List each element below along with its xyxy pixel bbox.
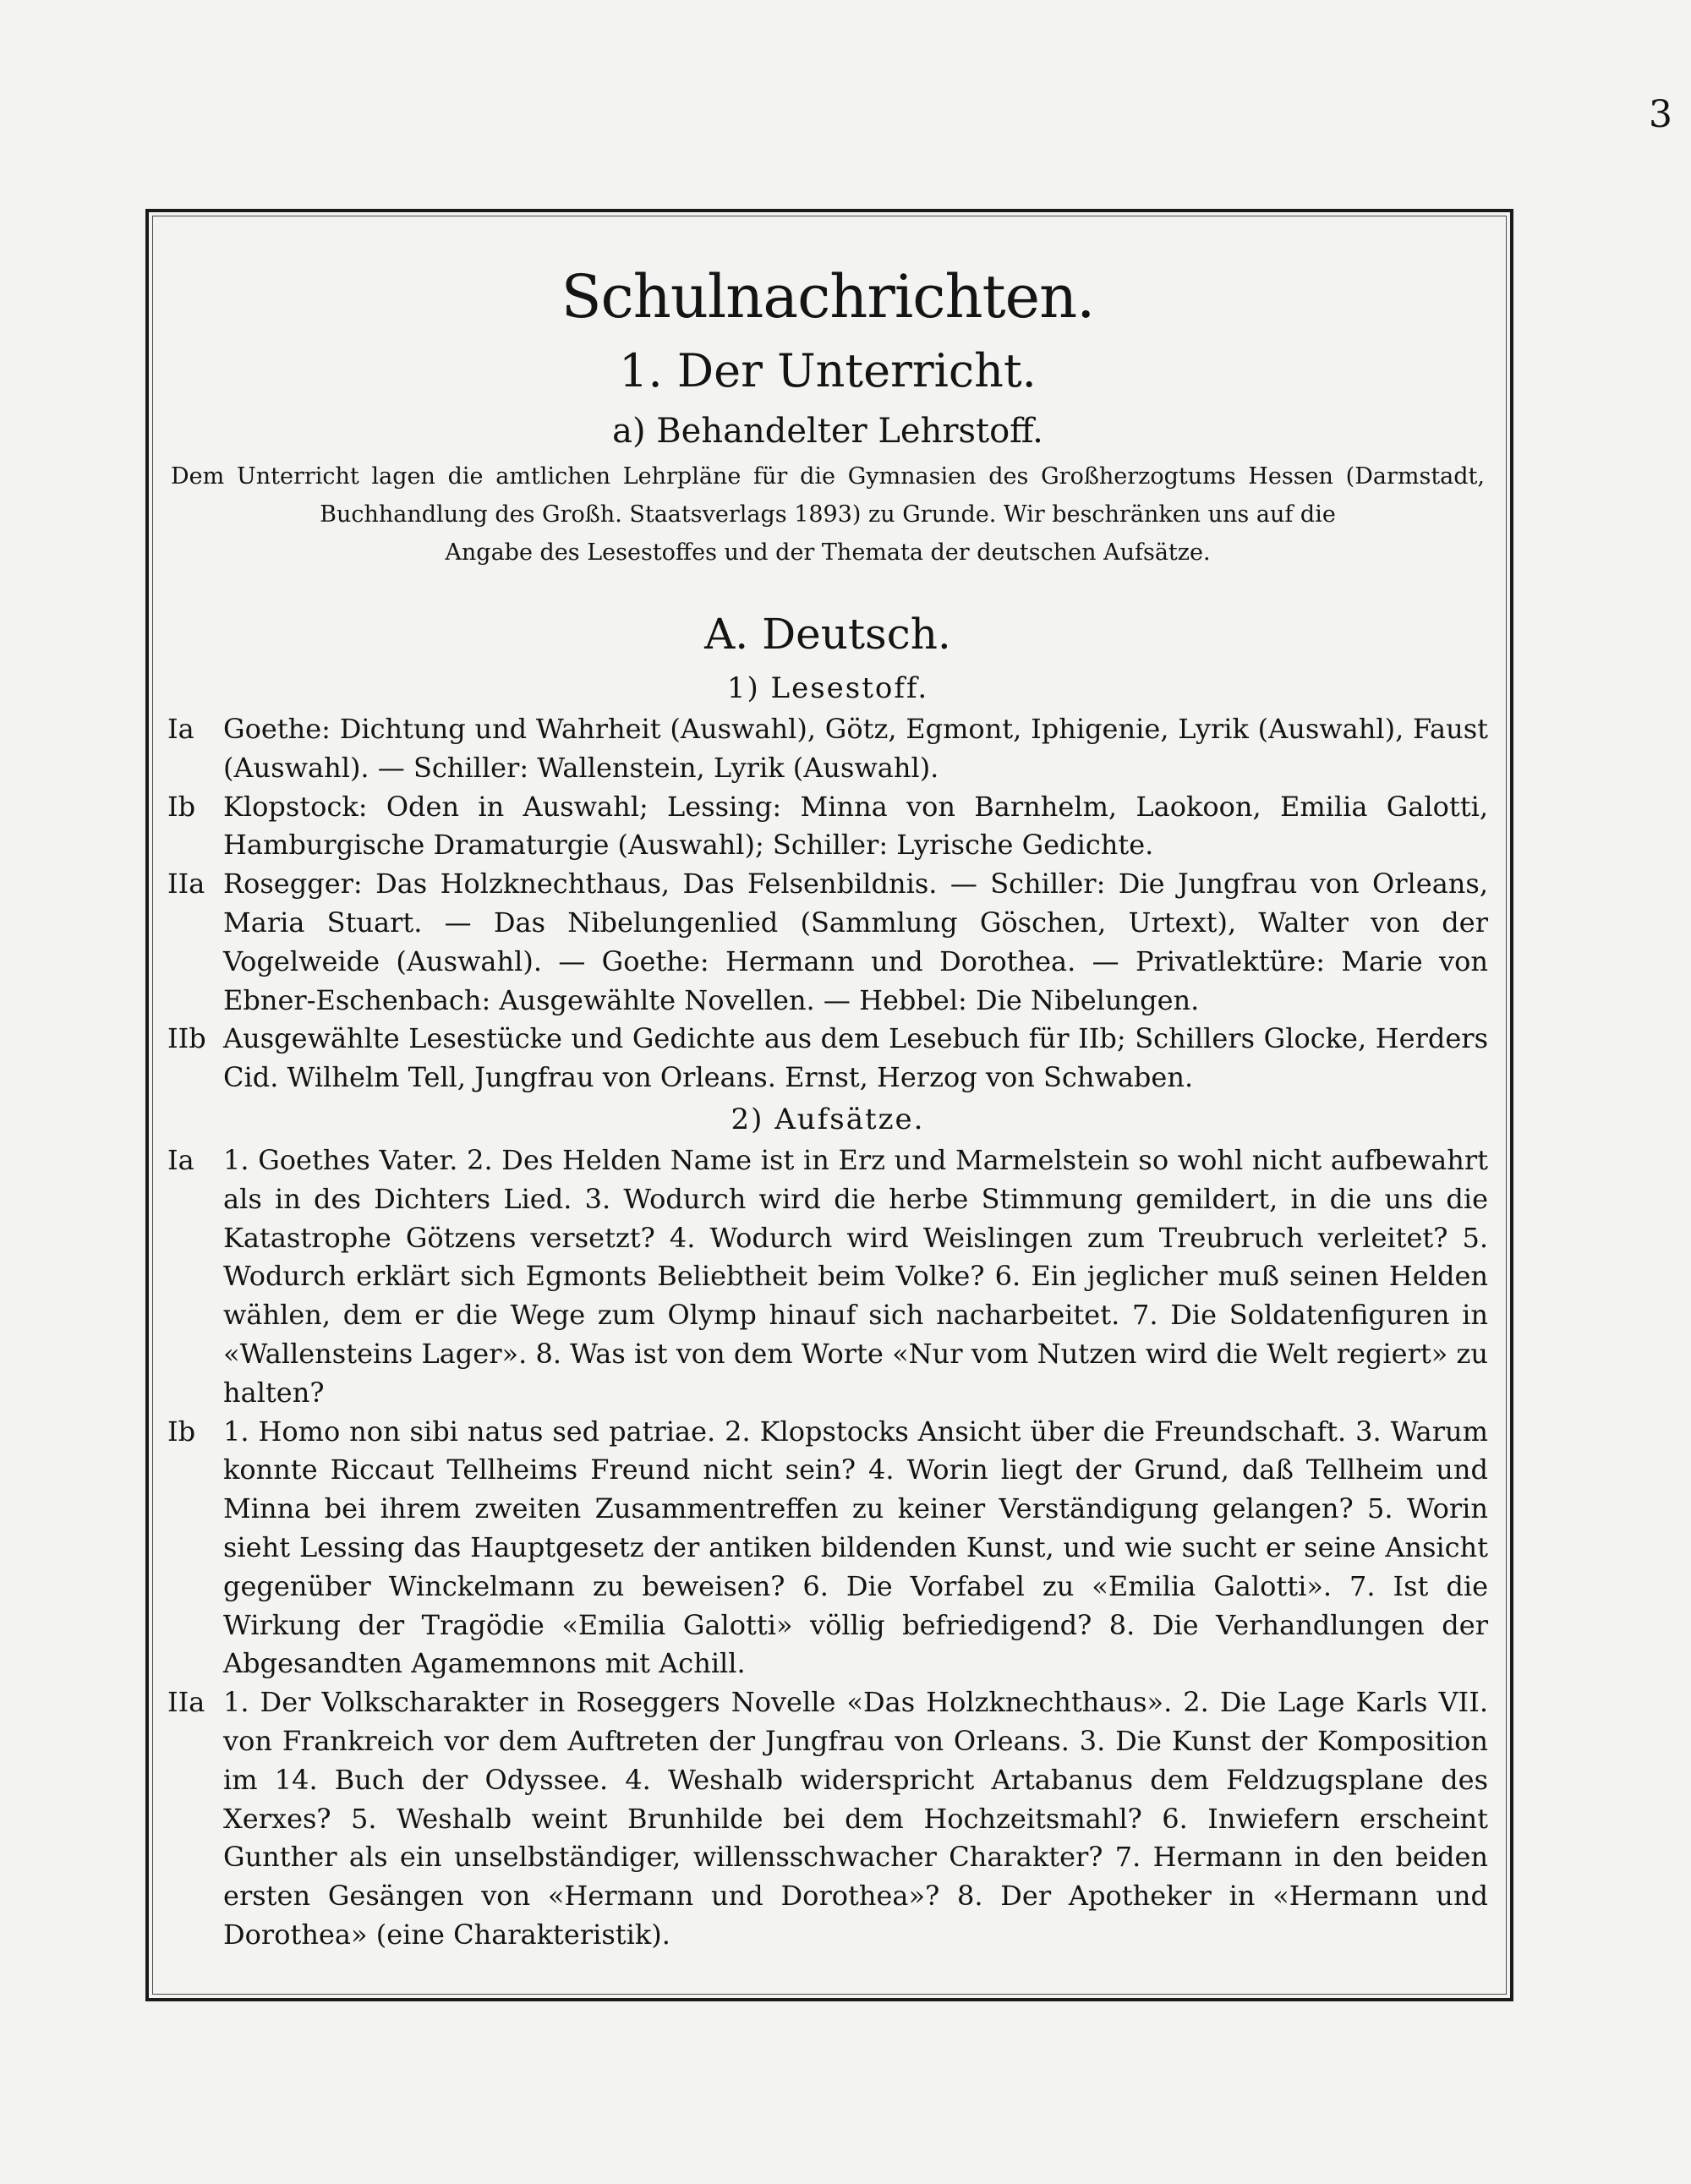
class-label: IIb	[167, 1022, 206, 1055]
class-label: Ia	[167, 1143, 194, 1176]
entry-text: Goethe: Dichtung und Wahrheit (Auswahl), Götz, Egmont, Iphigenie, Lyrik (Auswahl), Faust (Auswahl). — Schiller: Wallenstein, Lyrik (Auswahl).	[223, 713, 1488, 784]
class-label: Ib	[167, 1415, 196, 1448]
lesestoff-entry-iib	[167, 1020, 1488, 1097]
class-label: Ia	[167, 713, 194, 745]
intro-line-1: Dem Unterricht lagen die amtlichen Lehrpläne für die Gymnasien des Großherzogtums Hessen (Darmstadt,	[171, 463, 1485, 490]
main-title: Schulnachrichten.	[561, 262, 1095, 331]
section-title: 1. Der Unterricht.	[619, 344, 1037, 397]
content-area	[167, 256, 1488, 1955]
intro-paragraph	[167, 457, 1488, 572]
lesestoff-entry-ia	[167, 710, 1488, 788]
entry-text: 1. Homo non sibi natus sed patriae. 2. Klopstocks Ansicht über die Freundschaft. 3. Warum konnte Riccaut Tellheims Freund nicht sein? 4. Worin liegt der Grund, daß Tellheim und Minna bei ihrem zweiten Zusammentreffen zu keiner Verständigung gelangen? 5. Worin sieht Lessing das Hauptgesetz der antiken bildenden Kunst, und wie sucht er seine Ansicht gegenüber Winckelmann zu beweisen? 6. Die Vorfabel zu «Emilia Galotti». 7. Ist die Wirkung der Tragödie «Emilia Galotti» völlig befriedigend? 8. Die Verhandlungen der Abgesandten Agamemnons mit Achill.	[223, 1415, 1488, 1680]
aufsaetze-entry-iia	[167, 1683, 1488, 1955]
subsection-title: a) Behandelter Lehrstoff.	[612, 412, 1043, 451]
class-label: Ib	[167, 790, 196, 823]
lesestoff-heading: 1) Lesestoff.	[726, 671, 929, 705]
aufsaetze-entry-ia	[167, 1141, 1488, 1413]
aufsaetze-heading: 2) Aufsätze.	[731, 1102, 925, 1136]
entry-text: Rosegger: Das Holzknechthaus, Das Felsenbildnis. — Schiller: Die Jungfrau von Orleans, Maria Stuart. — Das Nibelungenlied (Sammlung Göschen, Urtext), Walter von der Vogelweide (Auswahl). — Goethe: Hermann und Dorothea. — Privatlektüre: Marie von Ebner-Eschenbach: Ausgewählte Novellen. — Hebbel: Die Nibelungen.	[223, 868, 1488, 1016]
entry-text: Klopstock: Oden in Auswahl; Lessing: Minna von Barnhelm, Laokoon, Emilia Galotti, Hamburgische Dramaturgie (Auswahl); Schiller: Lyrische Gedichte.	[223, 790, 1488, 862]
intro-line-2: Buchhandlung des Großh. Staatsverlags 1893) zu Grunde. Wir beschränken uns auf die	[320, 501, 1336, 528]
class-label: IIa	[167, 1686, 205, 1719]
content-frame	[145, 209, 1513, 2001]
lesestoff-entry-ib	[167, 788, 1488, 866]
class-label: IIa	[167, 868, 205, 900]
intro-line-3: Angabe des Lesestoffes und der Themata der deutschen Aufsätze.	[445, 539, 1211, 566]
entry-text: Ausgewählte Lesestücke und Gedichte aus dem Lesebuch für IIb; Schillers Glocke, Herders Cid. Wilhelm Tell, Jungfrau von Orleans. Ernst, Herzog von Schwaben.	[223, 1022, 1488, 1094]
page-number: 3	[1649, 93, 1672, 136]
aufsaetze-entry-ib	[167, 1413, 1488, 1684]
entry-text: 1. Goethes Vater. 2. Des Helden Name ist in Erz und Marmelstein so wohl nicht aufbewahrt als in des Dichters Lied. 3. Wodurch wird die herbe Stimmung gemildert, in die uns die Katastrophe Götzens versetzt? 4. Wodurch wird Weislingen zum Treubruch verleitet? 5. Wodurch erklärt sich Egmonts Beliebtheit beim Volke? 6. Ein jeglicher muß seinen Helden wählen, dem er die Wege zum Olymp hinauf sich nacharbeitet. 7. Die Soldatenfiguren in «Wallensteins Lager». 8. Was ist von dem Worte «Nur vom Nutzen wird die Welt regiert» zu halten?	[223, 1143, 1488, 1409]
deutsch-title: A. Deutsch.	[704, 610, 951, 659]
lesestoff-entry-iia	[167, 865, 1488, 1020]
entry-text: 1. Der Volkscharakter in Roseggers Novelle «Das Holzknechthaus». 2. Die Lage Karls VII. von Frankreich vor dem Auftreten der Jungfrau von Orleans. 3. Die Kunst der Komposition im 14. Buch der Odyssee. 4. Weshalb widerspricht Artabanus dem Feldzugsplane des Xerxes? 5. Weshalb weint Brunhilde bei dem Hochzeitsmahl? 6. Inwiefern erscheint Gunther als ein unselbständiger, willensschwacher Charakter? 7. Hermann in den beiden ersten Gesängen von «Hermann und Dorothea»? 8. Der Apotheker in «Hermann und Dorothea» (eine Charakteristik).	[223, 1686, 1488, 1951]
